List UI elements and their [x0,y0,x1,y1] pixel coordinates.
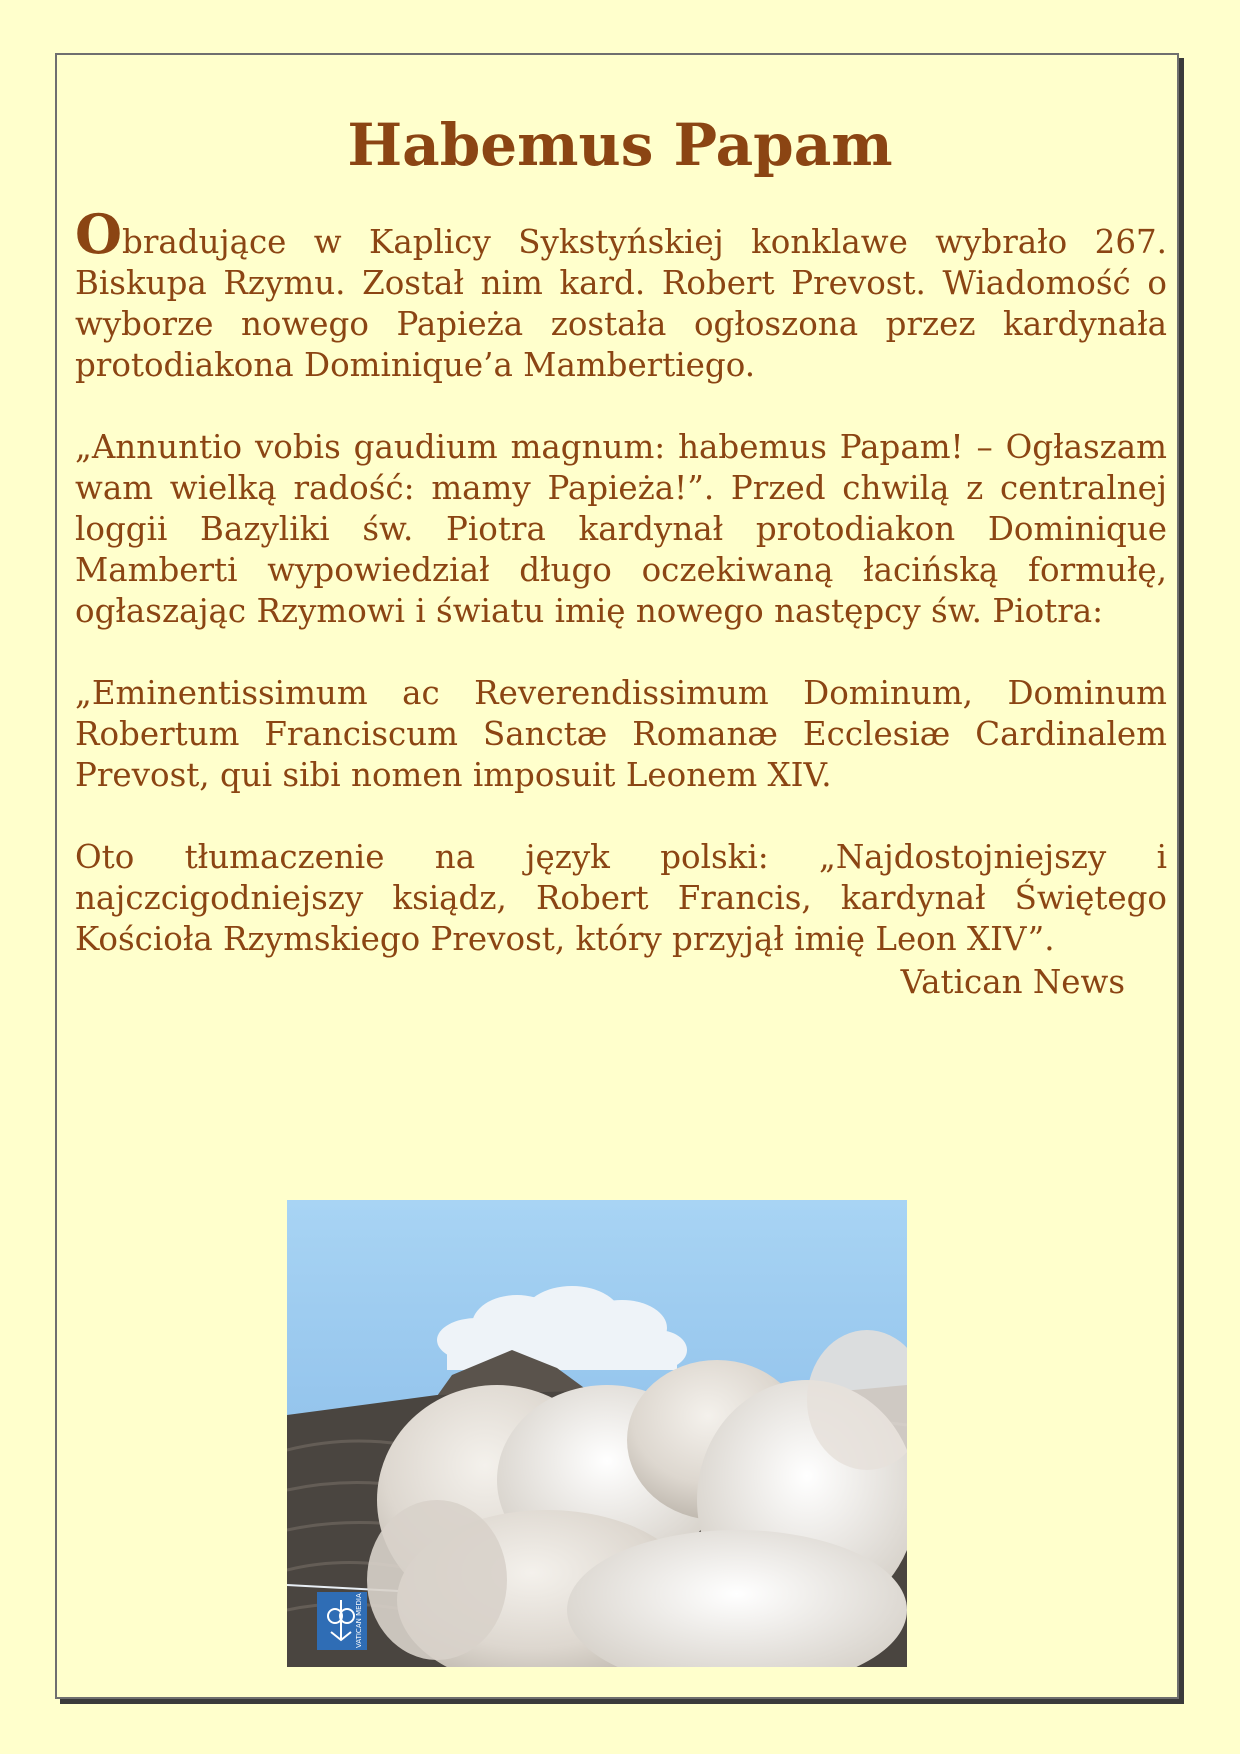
article-title: Habemus Papam [347,111,893,179]
drop-cap: O [75,202,123,266]
paragraph-4: Oto tłumaczenie na język polski: „Najdostojniejszy i najczcigodniejszy ksiądz, Robert Francis, kardynał Świętego Kościoła Rzymskiego Prevost, który przyjął imię Leon XIV”. [75,838,1167,958]
vatican-media-logo [317,1592,367,1650]
article-source: Vatican News [900,963,1125,1001]
paragraph-3: „Eminentissimum ac Reverendissimum Dominum, Dominum Robertum Franciscum Sanctæ Romanæ Ecclesiæ Cardinalem Prevost, qui sibi nomen imposuit Leonem XIV. [75,674,1167,794]
paragraph-1 [75,202,1167,386]
smoke-photo [287,1200,907,1667]
paragraph-1-text: bradujące w Kaplicy Sykstyńskiej konklawe wybrało 267. Biskupa Rzymu. Został nim kard. Robert Prevost. Wiadomość o wyborze nowego Papieża została ogłoszona przez kardynała protodiakona Dominique’a Mambertiego. [75,223,1167,384]
smoke-photo-illustration [287,1200,907,1667]
article-body [75,202,1167,1004]
watermark-text: VATICAN MEDIA [355,1593,363,1648]
paragraph-2: „Annuntio vobis gaudium magnum: habemus Papam! – Ogłaszam wam wielką radość: mamy Papieża!”. Przed chwilą z centralnej loggii Bazyliki św. Piotra kardynał protodiakon Dominique Mamberti wypowiedział długo oczekiwaną łacińską formułę, ogłaszając Rzymowi i światu imię nowego następcy św. Piotra: [75,428,1167,630]
